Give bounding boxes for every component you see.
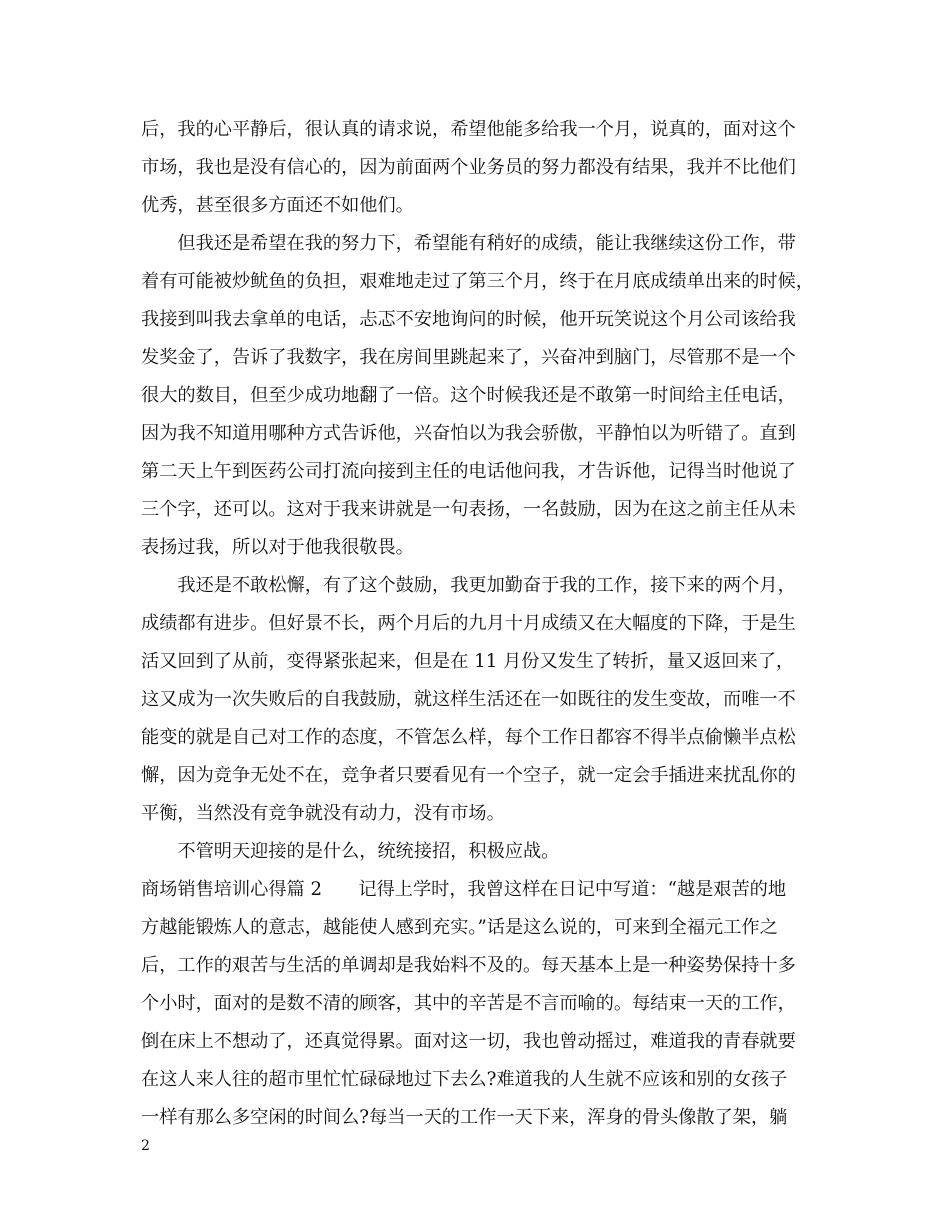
text-line: 表扬过我，所以对于他我很敬畏。 xyxy=(141,537,414,558)
text-line: 方越能锻炼人的意志，越能使人感到充实。”话是这么说的，可来到全福元工作之 xyxy=(141,917,778,938)
text-line: 我还是不敢松懈，有了这个鼓励，我更加勤奋于我的工作，接下来的两个月， xyxy=(141,575,796,596)
text-line: 着有可能被炒鱿鱼的负担，艰难地走过了第三个月，终于在月底成绩单出来的时候， xyxy=(141,271,814,292)
text-line: 发奖金了，告诉了我数字，我在房间里跳起来了，兴奋冲到脑门，尽管那不是一个 xyxy=(141,347,796,368)
text-line: 后，我的心平静后，很认真的请求说，希望他能多给我一个月，说真的，面对这个 xyxy=(141,119,796,140)
text-line: 第二天上午到医药公司打流向接到主任的电话他问我，才告诉他，记得当时他说了 xyxy=(141,461,796,482)
page-number: 2 xyxy=(141,1138,150,1154)
text-line: 因为我不知道用哪种方式告诉他，兴奋怕以为我会骄傲，平静怕以为听错了。直到 xyxy=(141,423,796,444)
text-line: 成绩都有进步。但好景不长，两个月后的九月十月成绩又在大幅度的下降，于是生 xyxy=(141,613,796,634)
text-line: 活又回到了从前，变得紧张起来，但是在 11 月份又发生了转折，量又返回来了， xyxy=(141,651,795,672)
text-line: 三个字，还可以。这对于我来讲就是一句表扬，一名鼓励，因为在这之前主任从未 xyxy=(141,499,796,520)
text-line: 倒在床上不想动了，还真觉得累。面对这一切，我也曾动摇过，难道我的青春就要 xyxy=(141,1031,796,1052)
text-line: 懈，因为竞争无处不在，竞争者只要看见有一个空子，就一定会手插进来扰乱你的 xyxy=(141,765,796,786)
text-line: 很大的数目，但至少成功地翻了一倍。这个时候我还是不敢第一时间给主任电话， xyxy=(141,385,796,406)
text-line: 一样有那么多空闲的时间么?每当一天的工作一天下来，浑身的骨头像散了架，躺 xyxy=(141,1107,788,1128)
text-line: 平衡，当然没有竞争就没有动力，没有市场。 xyxy=(141,803,505,824)
text-line: 能变的就是自己对工作的态度，不管怎么样，每个工作日都容不得半点偷懒半点松 xyxy=(141,727,796,748)
text-line: 我接到叫我去拿单的电话，忐忑不安地询问的时候，他开玩笑说这个月公司该给我 xyxy=(141,309,796,330)
text-line: 市场，我也是没有信心的，因为前面两个业务员的努力都没有结果，我并不比他们 xyxy=(141,157,796,178)
text-line: 优秀，甚至很多方面还不如他们。 xyxy=(141,195,414,216)
text-line: 在这人来人往的超市里忙忙碌碌地过下去么?难道我的人生就不应该和别的女孩子 xyxy=(141,1069,788,1090)
text-line: 不管明天迎接的是什么，统统接招，积极应战。 xyxy=(141,841,560,862)
text-line: 后，工作的艰苦与生活的单调却是我始料不及的。每天基本上是一种姿势保持十多 xyxy=(141,955,796,976)
text-line: 但我还是希望在我的努力下，希望能有稍好的成绩，能让我继续这份工作，带 xyxy=(141,233,796,254)
text-line: 个小时，面对的是数不清的顾客，其中的辛苦是不言而喻的。每结束一天的工作， xyxy=(141,993,796,1014)
text-line: 这又成为一次失败后的自我鼓励，就这样生活还在一如既往的发生变故，而唯一不 xyxy=(141,689,796,710)
text-line: 商场销售培训心得篇 2 记得上学时，我曾这样在日记中写道：“越是艰苦的地 xyxy=(141,879,787,900)
